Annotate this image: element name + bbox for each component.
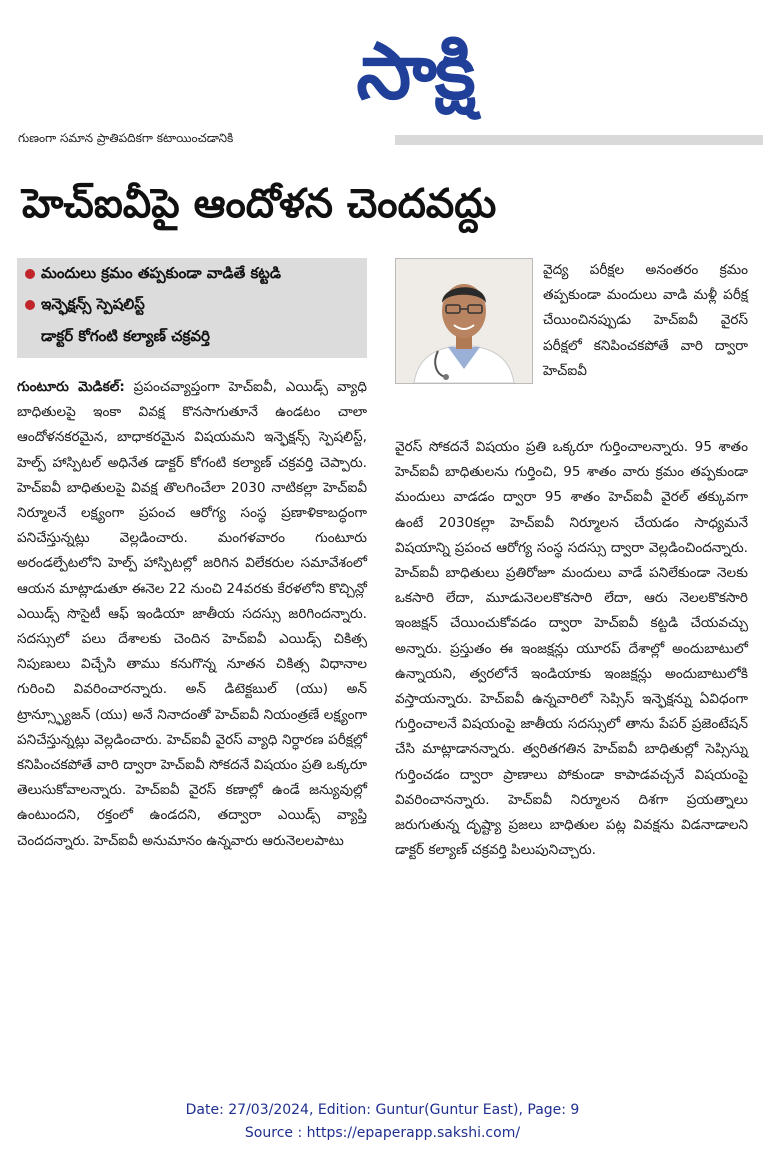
footer-source-link[interactable]: Source : https://epaperapp.sakshi.com/ — [244, 1125, 521, 1141]
subhead-line-1 — [25, 264, 281, 286]
masthead-logo: సాక్షి — [356, 27, 474, 117]
tagline-divider — [395, 135, 763, 145]
article-paragraph — [17, 375, 367, 854]
article-paragraph: వైరస్ సోకదనే విషయం ప్రతి ఒక్కరూ గుర్తించాలన్నారు. 95 శాతం హెచ్ఐవీ బాధితులను గుర్తించి, 95 శాతం వారు క్రమం తప్పకుండా మందులు వాడడం ద్వారా 95 శాతం హెచ్ఐవీ వైరల్ తక్కువగా ఉంటే 2030కల్లా హెచ్ఐవీ నిర్మూలన చేయడం సాధ్యమనే విషయాన్ని ప్రపంచ ఆరోగ్య సంస్థ సదస్సు ద్వారా వెల్లడించిందన్నారు. హెచ్ఐవీ బాధితులు ప్రతిరోజూ మందులు వాడే పనిలేకుండా నెలకు ఒకసారి లేదా, మూడునెలలకొకసారి లేదా, ఆరు నెలలకొకసారి ఇంజక్షన్ చేయించుకోవడం ద్వారా హెచ్ఐవీ కట్టడి చేయవచ్చు అన్నారు. ప్రస్తుతం ఈ ఇంజక్షన్లు యూరప్ దేశాల్లో అందుబాటులో ఉన్నాయని, త్వరలోనే ఇండియాకు ఇంజక్షన్లు అందుబాటులోకి వస్తాయన్నారు. హెచ్ఐవీ ఉన్నవారిలో సెప్సిస్ ఇన్ఫెక్షన్ను ఏవిధంగా గుర్తించాలనే విషయంపై జాతీయ సదస్సులో తాను పేపర్ ప్రజెంటేషన్ చేసి మాట్లాడానన్నారు. త్వరితగతిన హెచ్ఐవీ బాధితుల్లో సెప్సిస్ను గుర్తించడం ద్వారా ప్రాణాలు పోకుండా కాపాడవచ్చనే విషయంపై వివరించానన్నారు. హెచ్ఐవీ నిర్మూలన దిశగా ప్రయత్నాలు జరుగుతున్న దృష్ట్యా ప్రజలు బాధితుల పట్ల వివక్షను విడనాడాలని డాక్టర్ కల్యాణ్ చక్రవర్తి పిలుపునిచ్చారు. — [395, 439, 748, 859]
subhead-line-2 — [25, 295, 145, 317]
article-column-right — [395, 435, 748, 863]
subhead-text: డాక్టర్ కోగంటి కల్యాణ్ చక్రవర్తి — [41, 327, 210, 345]
subhead-text: ఇన్ఫెక్షన్స్ స్పెషలిస్ట్ — [41, 295, 145, 313]
doctor-portrait-icon — [396, 259, 532, 383]
subhead-text: మందులు క్రమం తప్పకుండా వాడితే కట్టడి — [41, 264, 281, 282]
subhead-line-3 — [41, 327, 210, 349]
footer-date-edition: Date: 27/03/2024, Edition: Guntur(Guntur East), Page: 9 — [185, 1102, 580, 1118]
article-body-left: ప్రపంచవ్యాప్తంగా హెచ్ఐవీ, ఎయిడ్స్ వ్యాధి బాధితులపై ఇంకా వివక్ష కొనసాగుతూనే ఉండటం చాలా ఆందోళనకరమైన, బాధాకరమైన విషయమని ఇన్ఫెక్షన్స్ స్పెషలిస్ట్, హెల్ప్ హాస్పిటల్ అధినేత డాక్టర్ కోగంటి కల్యాణ్ చక్రవర్తి చెప్పారు. హెచ్ఐవీ బాధితులపై వివక్ష తొలగించేలా 2030 నాటికల్లా హెచ్ఐవీ నిర్మూలనే లక్ష్యంగా ప్రపంచ ఆరోగ్య సంస్థ ప్రణాళికాబద్ధంగా పనిచేస్తున్నట్లు వెల్లడించారు. మంగళవారం గుంటూరు అరండల్పేటలోని హెల్ప్ హాస్పిటల్లో జరిగిన విలేకరుల సమావేశంలో ఆయన మాట్లాడుతూ ఈనెల 22 నుంచి 24వరకు కేరళలోని కొచ్చిన్లో ఎయిడ్స్ సొసైటీ ఆఫ్ ఇండియా జాతీయ సదస్సు జరిగిందన్నారు. సదస్సులో పలు దేశాలకు చెందిన హెచ్ఐవీ ఎయిడ్స్ చికిత్స నిపుణులు విచ్చేసి తాము కనుగొన్న నూతన చికిత్స విధానాల గురించి వివరించారన్నారు. అన్ డిటెక్టబుల్ (యు) అన్ ట్రాన్స్ఫ్యూజన్ (యు) అనే నినాదంతో హెచ్ఐవీ నియంత్రణే లక్ష్యంగా పనిచేస్తున్నట్లు వెల్లడించారు. హెచ్ఐవీ వైరస్ వ్యాధి నిర్ధారణ పరీక్షల్లో కనిపించకపోతే వారి ద్వారా హెచ్ఐవీ సోకదనే విషయం ప్రతి ఒక్కరూ తెలుసుకోవాలన్నారు. హెచ్ఐవీ వైరస్ కణాల్లో ఉండే జన్యువుల్లో ఉంటుందని, రక్తంలో ఉండదని, తద్వారా ఎయిడ్స్ వ్యాప్తి చెందదన్నారు. హెచ్ఐవీ అనుమానం ఉన్నవారు ఆరునెలలపాటు — [17, 379, 367, 849]
headline: హెచ్ఐవీపై ఆందోళన చెందవద్దు — [22, 181, 497, 227]
dateline: గుంటూరు మెడికల్: — [17, 379, 125, 395]
article-column-right-top — [543, 258, 748, 384]
doctor-photo — [395, 258, 533, 384]
bullet-icon — [25, 300, 35, 310]
subhead-box — [17, 258, 367, 358]
bullet-icon — [25, 269, 35, 279]
tagline: గుణంగా సమాన ప్రాతిపదికగా కటాయించడానికి — [18, 131, 234, 145]
article-paragraph: వైద్య పరీక్షల అనంతరం క్రమం తప్పకుండా మందులు వాడి మళ్లీ పరీక్ష చేయించినప్పుడు హెచ్ఐవీ వైరస్ పరీక్షలో కనిపించకపోతే వారి ద్వారా హెచ్ఐవీ — [543, 262, 748, 379]
article-column-left — [17, 375, 367, 854]
